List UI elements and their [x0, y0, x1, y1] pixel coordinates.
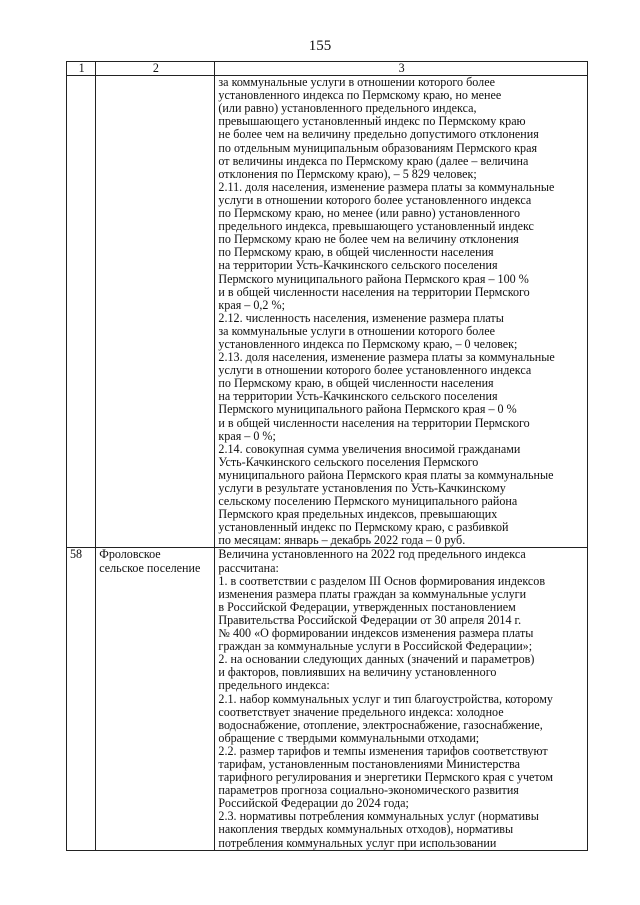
description-line: Пермского муниципального района Пермского края – 100 %: [218, 271, 529, 286]
description-line: рассчитана:: [218, 560, 279, 575]
description-line: и в общей численности населения на территории Пермского: [218, 284, 530, 299]
description-line: соответствует значение предельного индекса: холодное: [218, 704, 504, 719]
description-line: по месяцам: январь – декабрь 2022 года – 0 руб.: [218, 533, 466, 548]
description-line: не более чем на величину предельно допустимого отклонения: [218, 127, 539, 142]
description-line: установленный индекс по Пермскому краю, с разбивкой: [218, 520, 509, 535]
settlement-name-line: Фроловское: [99, 547, 161, 562]
description-line: на территории Усть-Качкинского сельского поселения: [218, 389, 498, 404]
description-line: и факторов, повлиявших на величину установленного: [218, 665, 497, 680]
description-line: 2.14. совокупная сумма увеличения вносимой гражданами: [218, 441, 521, 456]
description-line: муниципального района Пермского края платы за коммунальные: [218, 467, 554, 482]
description-line: услуги в результате установления по Усть-Качкинскому: [218, 481, 506, 495]
description-line: Пермского края предельных индексов, превышающих: [218, 507, 498, 522]
description-line: установленного индекса по Пермскому краю, но менее: [218, 88, 502, 103]
settlement-name: [96, 548, 215, 850]
index-description: [215, 76, 588, 548]
description-line: тарифного регулирования и энергетики Пермского края с учетом: [218, 770, 554, 785]
description-line: изменения размера платы граждан за коммунальные услуги: [218, 586, 527, 601]
header-col-2: 2: [96, 62, 215, 76]
description-line: Пермского муниципального района Пермского края – 0 %: [218, 402, 517, 417]
description-line: отклонения по Пермскому краю), – 5 829 человек;: [218, 166, 477, 181]
description-line: по отдельным муниципальным образованиям Пермского края: [218, 140, 538, 155]
index-description: [215, 548, 588, 850]
description-line: 2.1. набор коммунальных услуг и тип благоустройства, которому: [218, 691, 553, 706]
description-line: сельскому поселению Пермского муниципального района: [218, 494, 518, 509]
page-number: 155: [308, 38, 332, 54]
description-line: 2.12. численность населения, изменение размера платы: [218, 310, 504, 325]
description-line: параметров прогноза социально-экономического развития: [218, 783, 519, 798]
description-line: 2.13. доля населения, изменение размера платы за коммунальные: [218, 350, 555, 365]
table-row: [67, 76, 588, 548]
description-line: Величина установленного на 2022 год предельного индекса: [218, 547, 526, 562]
description-line: услуги в отношении которого более установленного индекса: [218, 192, 532, 207]
table-row: [67, 548, 588, 850]
description-line: за коммунальные услуги в отношении которого более: [218, 75, 495, 90]
description-line: граждан за коммунальные услуги в Российской Федерации»;: [218, 639, 533, 654]
row-number: [67, 76, 96, 548]
settlement-name: [96, 76, 215, 548]
description-line: по Пермскому краю, но менее (или равно) установленного: [218, 206, 521, 221]
description-line: предельного индекса, превышающего установленный индекс: [218, 219, 534, 234]
header-col-3: 3: [215, 62, 588, 76]
row-number: 58: [67, 548, 96, 850]
description-line: от величины индекса по Пермскому краю (далее – величина: [218, 153, 529, 168]
header-col-1: 1: [67, 62, 96, 76]
description-line: накопления твердых коммунальных отходов), нормативы: [218, 822, 514, 837]
description-line: за коммунальные услуги в отношении которого более: [218, 323, 495, 338]
description-line: превышающего установленный индекс по Пермскому краю: [218, 114, 526, 129]
description-line: № 400 «О формировании индексов изменения размера платы: [218, 626, 534, 641]
description-line: в Российской Федерации, утвержденных постановлением: [218, 599, 516, 614]
description-line: Усть-Качкинского сельского поселения Пермского: [218, 454, 479, 469]
description-line: потребления коммунальных услуг при использовании: [218, 835, 497, 850]
description-line: по Пермскому краю, в общей численности населения: [218, 376, 494, 391]
description-line: по Пермскому краю не более чем на величину отклонения: [218, 232, 519, 247]
description-line: 1. в соответствии с разделом III Основ формирования индексов: [218, 573, 546, 588]
table-header-row: [67, 62, 588, 76]
description-line: по Пермскому краю, в общей численности населения: [218, 245, 494, 260]
description-line: 2.3. нормативы потребления коммунальных услуг (нормативы: [218, 809, 539, 824]
description-line: предельного индекса:: [218, 678, 330, 693]
description-line: 2. на основании следующих данных (значений и параметров): [218, 652, 535, 667]
description-line: 2.11. доля населения, изменение размера платы за коммунальные: [218, 179, 555, 194]
description-line: Правительства Российской Федерации от 30 апреля 2014 г.: [218, 612, 522, 627]
description-line: (или равно) установленного предельного индекса,: [218, 101, 477, 116]
description-line: услуги в отношении которого более установленного индекса: [218, 363, 532, 378]
description-line: 2.2. размер тарифов и темпы изменения тарифов соответствуют: [218, 743, 548, 758]
description-line: тарифам, установленным постановлениями Министерства: [218, 756, 520, 771]
description-line: обращение с твердыми коммунальными отходами;: [218, 730, 480, 745]
settlement-name-line: сельское поселение: [99, 560, 201, 575]
description-line: края – 0,2 %;: [218, 297, 285, 312]
index-table: [66, 61, 588, 851]
description-line: Российской Федерации до 2024 года;: [218, 796, 409, 811]
description-line: водоснабжение, отопление, электроснабжение, газоснабжение,: [218, 717, 543, 732]
description-line: на территории Усть-Качкинского сельского поселения: [218, 258, 498, 273]
description-line: установленного индекса по Пермскому краю, – 0 человек;: [218, 336, 518, 351]
description-line: и в общей численности населения на территории Пермского: [218, 415, 530, 430]
description-line: края – 0 %;: [218, 428, 276, 443]
